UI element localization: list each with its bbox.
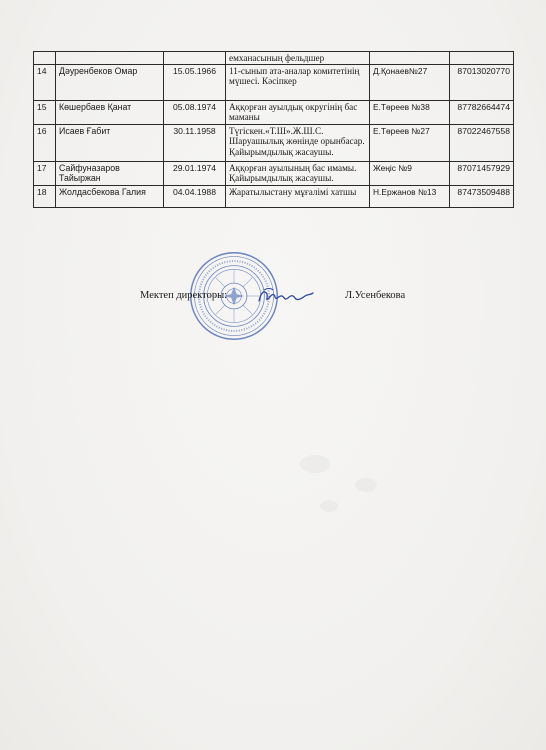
row-number-cell: 17 xyxy=(34,162,56,186)
table-row xyxy=(34,65,514,101)
paper-smudge xyxy=(355,478,377,492)
phone-number-cell: 87782664474 xyxy=(450,101,514,125)
birth-date-cell: 30.11.1958 xyxy=(164,125,226,162)
person-name-cell: Жолдасбекова Галия xyxy=(56,186,164,208)
director-title: Мектеп директоры: xyxy=(140,290,228,301)
position-role-cell: Аққорған ауылының бас имамы. Қайырымдылық жасаушы. xyxy=(226,162,370,186)
birth-date-cell: 05.08.1974 xyxy=(164,101,226,125)
address-cell: Д.Қонаев№27 xyxy=(370,65,450,101)
paper-smudge xyxy=(300,455,330,473)
table-row xyxy=(34,162,514,186)
person-name-cell: Сайфуназаров Тайыржан xyxy=(56,162,164,186)
position-role-cell: 11-сынып ата-аналар комитетінің мүшесі. Кәсіпкер xyxy=(226,65,370,101)
row-number-cell: 18 xyxy=(34,186,56,208)
person-name-cell: Көшербаев Қанат xyxy=(56,101,164,125)
table-row xyxy=(34,101,514,125)
address-cell: Н.Ержанов №13 xyxy=(370,186,450,208)
address-cell xyxy=(370,52,450,65)
phone-number-cell: 87473509488 xyxy=(450,186,514,208)
position-role-cell: Жаратылыстану мұғалімі хатшы xyxy=(226,186,370,208)
position-role-cell: Түгіскен.«Т.Ш».Ж.Ш.С. Шаруашылық жөнінде орынбасар. Қайырымдылық жасаушы. xyxy=(226,125,370,162)
table-row xyxy=(34,186,514,208)
person-name-cell: Исаев Ғабит xyxy=(56,125,164,162)
position-role-cell: Аққорған ауылдық округінің бас маманы xyxy=(226,101,370,125)
phone-number-cell: 87071457929 xyxy=(450,162,514,186)
paper-smudge xyxy=(320,500,338,512)
address-cell: Е.Төреев №27 xyxy=(370,125,450,162)
members-table xyxy=(33,51,514,208)
birth-date-cell: 15.05.1966 xyxy=(164,65,226,101)
person-name-cell xyxy=(56,52,164,65)
table-row xyxy=(34,52,514,65)
table-row xyxy=(34,125,514,162)
phone-number-cell xyxy=(450,52,514,65)
person-name-cell: Дәуренбеков Омар xyxy=(56,65,164,101)
row-number-cell: 15 xyxy=(34,101,56,125)
birth-date-cell: 29.01.1974 xyxy=(164,162,226,186)
position-role-cell: емханасының фельдшер xyxy=(226,52,370,65)
signature-block xyxy=(140,290,440,306)
director-name: Л.Усенбекова xyxy=(345,290,406,301)
phone-number-cell: 87013020770 xyxy=(450,65,514,101)
phone-number-cell: 87022467558 xyxy=(450,125,514,162)
row-number-cell xyxy=(34,52,56,65)
address-cell: Жеңіс №9 xyxy=(370,162,450,186)
birth-date-cell xyxy=(164,52,226,65)
birth-date-cell: 04.04.1988 xyxy=(164,186,226,208)
address-cell: Е.Төреев №38 xyxy=(370,101,450,125)
row-number-cell: 14 xyxy=(34,65,56,101)
row-number-cell: 16 xyxy=(34,125,56,162)
